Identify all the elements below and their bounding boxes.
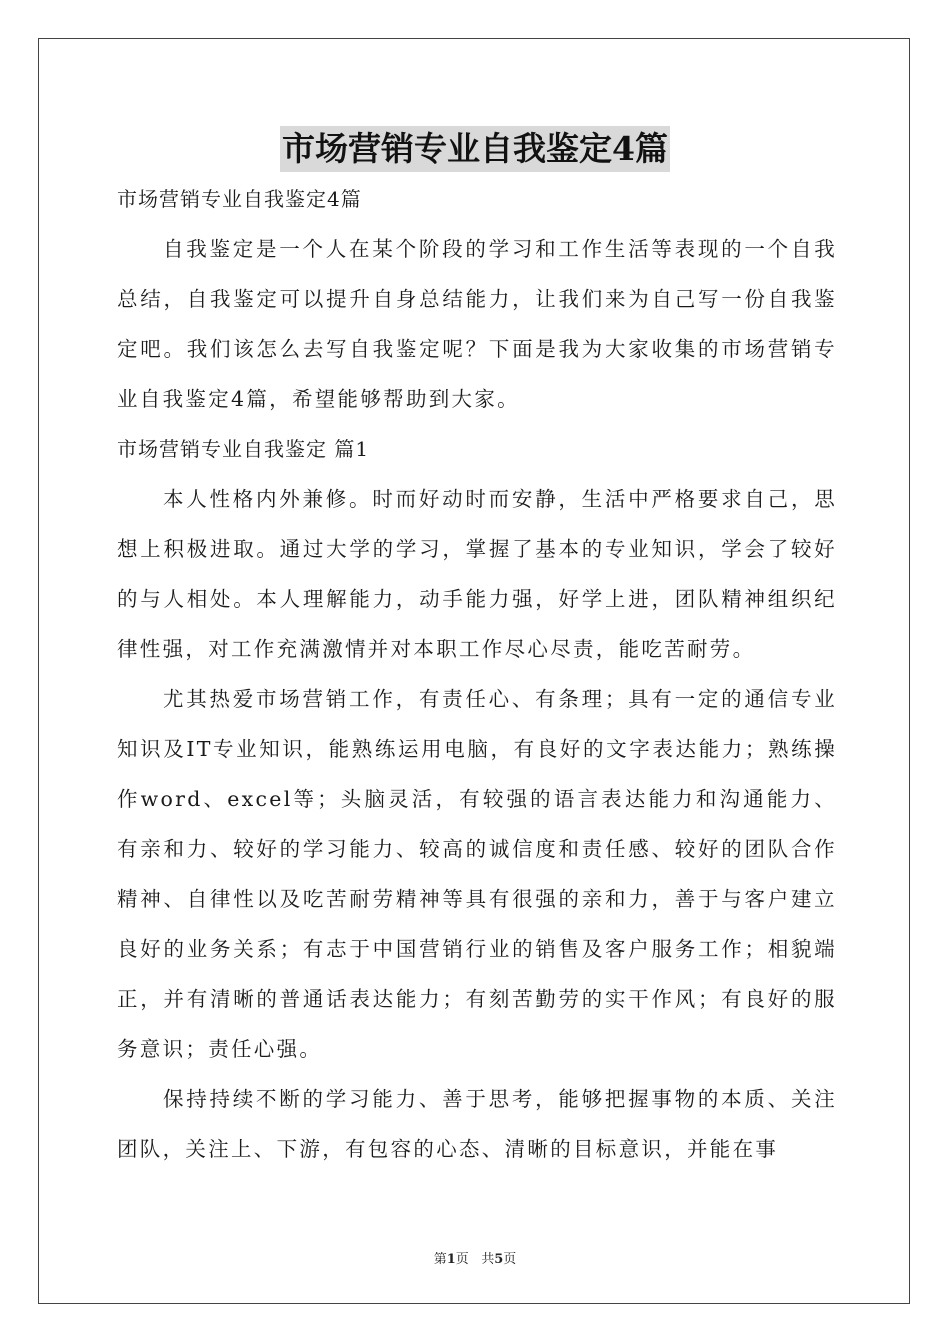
body-paragraph-3: 保持持续不断的学习能力、善于思考，能够把握事物的本质、关注团队，关注上、下游，有包容的心态、清晰的目标意识，并能在事 bbox=[117, 1087, 837, 1161]
title-container bbox=[0, 126, 950, 172]
document-subtitle: 市场营销专业自我鉴定4篇 bbox=[117, 187, 362, 211]
page-suffix: 页 bbox=[503, 1252, 517, 1267]
section-heading: 市场营销专业自我鉴定 篇1 bbox=[117, 437, 370, 461]
body-paragraph-2: 尤其热爱市场营销工作，有责任心、有条理；具有一定的通信专业知识及IT专业知识，能熟练运用电脑，有良好的文字表达能力；熟练操作word、excel等；头脑灵活，有较强的语言表达能力和沟通能力、有亲和力、较好的学习能力、较高的诚信度和责任感、较好的团队合作精神、自律性以及吃苦耐劳精神等具有很强的亲和力，善于与客户建立良好的业务关系；有志于中国营销行业的销售及客户服务工作；相貌端正，并有清晰的普通话表达能力；有刻苦勤劳的实干作风；有良好的服务意识；责任心强。 bbox=[117, 687, 837, 1061]
body-paragraph-1: 本人性格内外兼修。时而好动时而安静，生活中严格要求自己，思想上积极进取。通过大学的学习，掌握了基本的专业知识，学会了较好的与人相处。本人理解能力，动手能力强，好学上进，团队精神组织纪律性强，对工作充满激情并对本职工作尽心尽责，能吃苦耐劳。 bbox=[117, 487, 837, 661]
page-footer bbox=[0, 1248, 950, 1267]
page-prefix: 第 bbox=[433, 1252, 447, 1267]
page-mid: 页 共 bbox=[455, 1252, 495, 1267]
document-title: 市场营销专业自我鉴定4篇 bbox=[280, 126, 670, 172]
intro-paragraph: 自我鉴定是一个人在某个阶段的学习和工作生活等表现的一个自我总结，自我鉴定可以提升自身总结能力，让我们来为自己写一份自我鉴定吧。我们该怎么去写自我鉴定呢？下面是我为大家收集的市场营销专业自我鉴定4篇，希望能够帮助到大家。 bbox=[117, 237, 837, 411]
page-total: 5 bbox=[494, 1252, 504, 1267]
document-body bbox=[117, 174, 837, 1174]
page-current: 1 bbox=[446, 1252, 456, 1267]
